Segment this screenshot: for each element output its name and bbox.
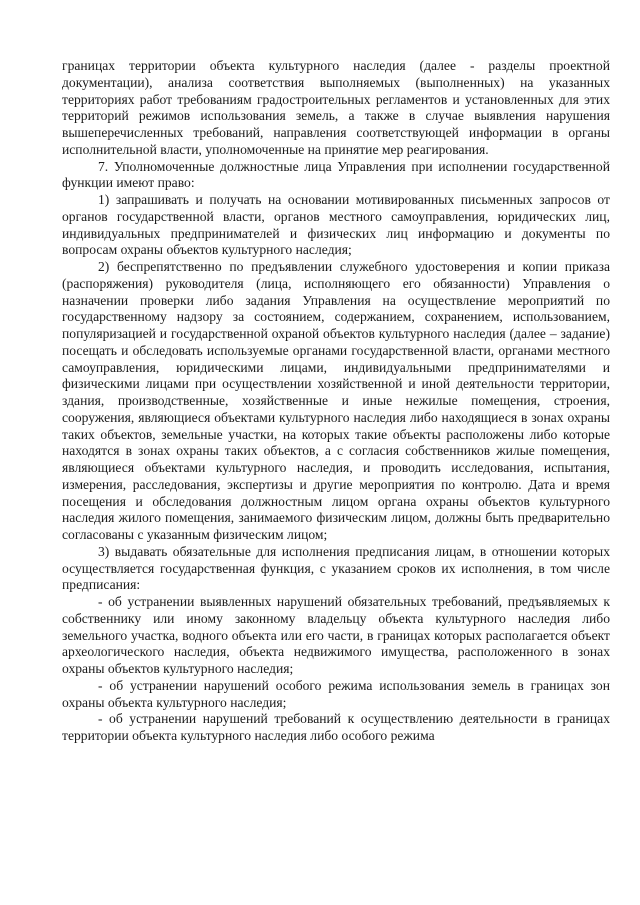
paragraph-order-activity: - об устранении нарушений требований к осуществлению деятельности в границах территории объекта культурного наследия либо особого режима — [62, 711, 610, 743]
paragraph-right-3: 3) выдавать обязательные для исполнения предписания лицам, в отношении которых осуществляется государственная функция, с указанием сроков их исполнения, в том числе предписания: — [62, 543, 610, 593]
paragraph-order-land-regime: - об устранении нарушений особого режима использования земель в границах зон охраны объекта культурного наследия; — [62, 677, 610, 710]
paragraph-territory-analysis: границах территории объекта культурного наследия (далее - разделы проектной документации), анализа соответствия выполняемых (выполненных) на указанных территориях работ требованиям градостроительных регламентов и установленных для этих территорий режимов использования земель, а также в случае выявления нарушения вышеперечисленных требований, направления соответствующей информации в органы исполнительной власти, уполномоченные на принятие мер реагирования. — [62, 58, 610, 157]
paragraph-right-1: 1) запрашивать и получать на основании мотивированных письменных запросов от органов государственной власти, органов местного самоуправления, юридических лиц, индивидуальных предпринимателей и физических лиц информацию и документы по вопросам охраны объектов культурного наследия; — [62, 192, 610, 258]
paragraph-item-7: 7. Уполномоченные должностные лица Управления при исполнении государственной функции имеют право: — [62, 158, 610, 191]
paragraph-order-violations: - об устранении выявленных нарушений обязательных требований, предъявляемых к собственнику или иному законному владельцу объекта культурного наследия либо земельного участка, водного объекта или его части, в границах которых располагается объект археологического наследия, объекта недвижимого имущества, расположенного в зонах охраны объектов культурного наследия; — [62, 594, 610, 676]
document-page — [62, 58, 610, 745]
paragraph-right-2: 2) беспрепятственно по предъявлении служебного удостоверения и копии приказа (распоряжения) руководителя (лица, исполняющего его обязанности) Управления о назначении проверки либо задания Управления на осуществление мероприятий по государственному надзору за состоянием, содержанием, сохранением, использованием, популяризацией и государственной охраной объектов культурного наследия (далее – задание) посещать и обследовать используемые органами государственной власти, органами местного самоуправления, юридическими лицами, индивидуальными предпринимателями и физическими лицами при осуществлении хозяйственной и иной деятельности территории, здания, производственные, хозяйственные и иные нежилые помещения, строения, сооружения, являющиеся объектами культурного наследия либо находящиеся в зонах охраны таких объектов, земельные участки, на которых такие объекты расположены либо которые находятся в зонах охраны таких объектов, а с согласия собственников жилые помещения, являющиеся объектами культурного наследия, и проводить исследования, испытания, измерения, расследования, экспертизы и другие мероприятия по контролю. Дата и время посещения и обследования должностным лицом органа охраны объектов культурного наследия жилого помещения, занимаемого физическим лицом, должны быть предварительно согласованы с указанным физическим лицом; — [62, 259, 610, 542]
